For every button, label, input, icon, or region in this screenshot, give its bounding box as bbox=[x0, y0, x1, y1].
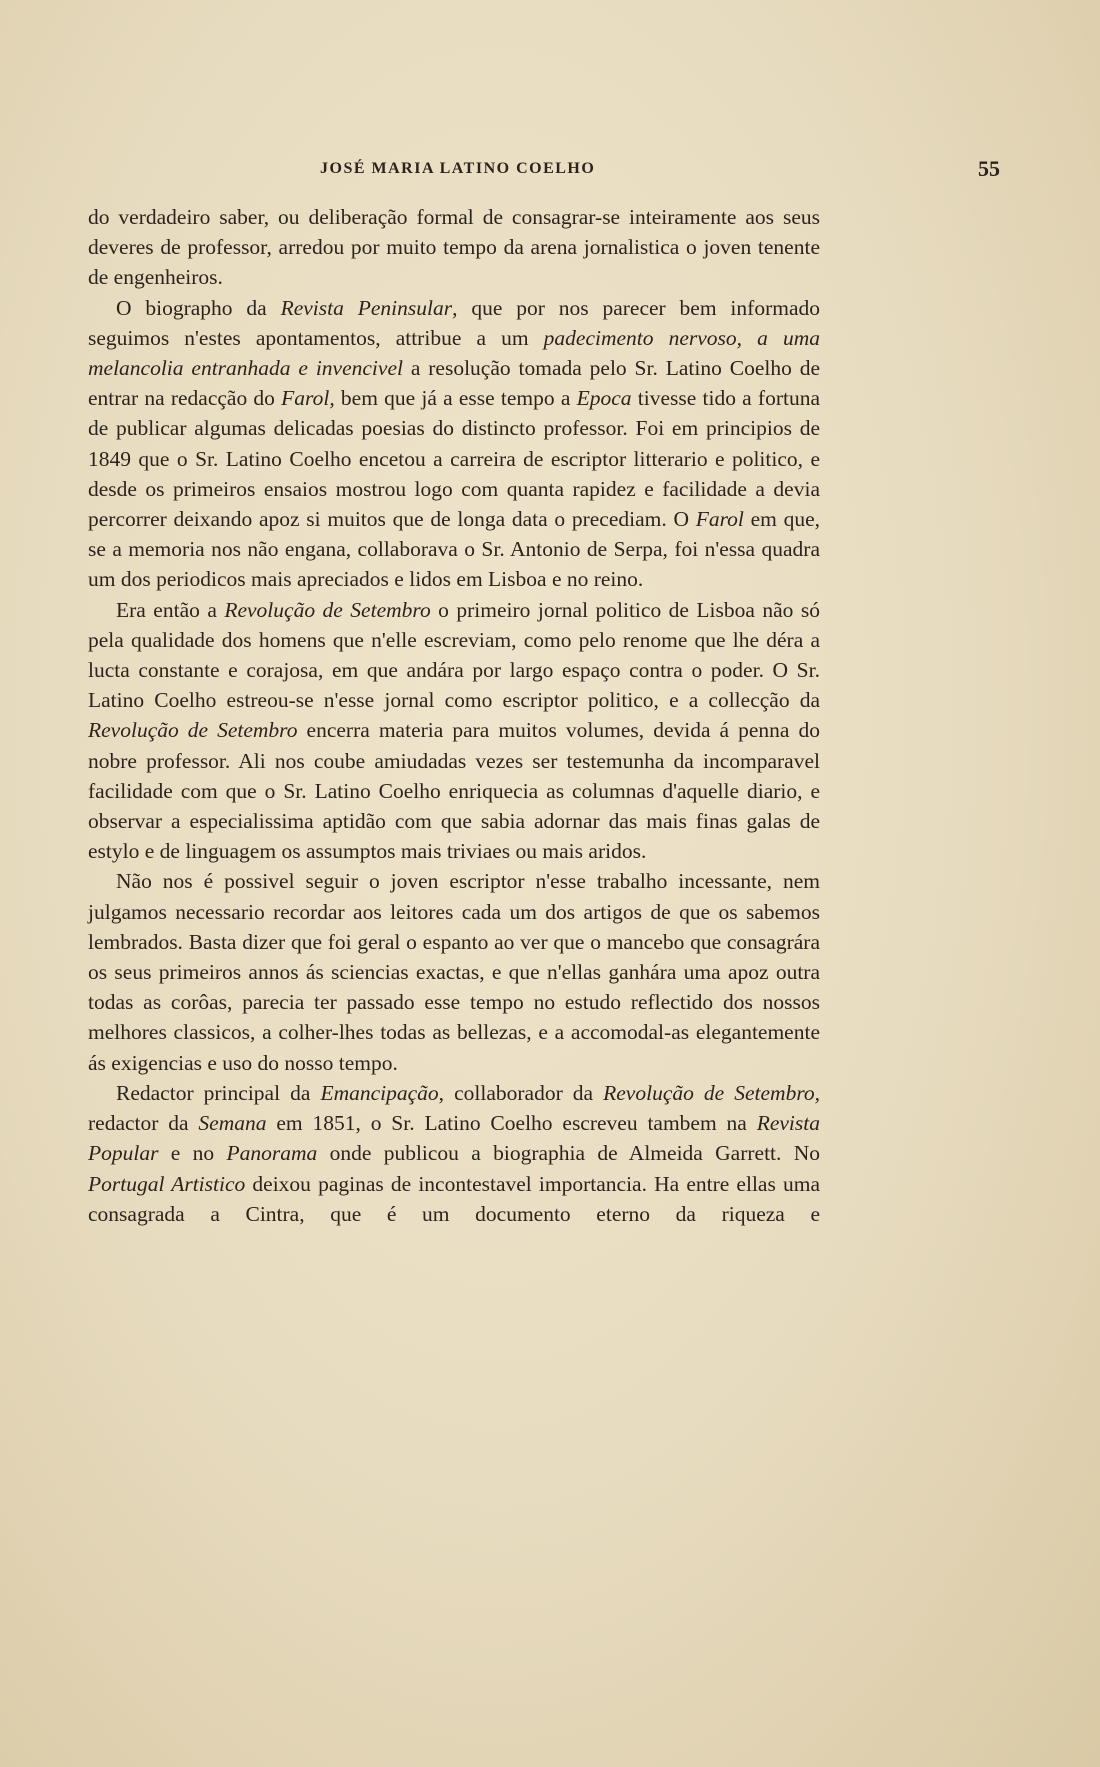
italic-text: Revista Peninsular bbox=[280, 295, 453, 320]
text-run: e no bbox=[158, 1141, 227, 1166]
text-run: Não nos é possivel seguir o joven escriptor n'esse trabalho incessante, nem julgamos necessario recordar aos leitores cada um dos artigos de que os sabemos lembrados. Basta dizer que foi geral o espanto ao ver que o mancebo que consagrára os seus primeiros annos ás sciencias exactas, e que n'ellas ganhára uma apoz outra todas as corôas, parecia ter passado esse tempo no estudo reflectido dos nossos melhores classicos, a colher-lhes todas as bellezas, e a accomodal-as elegantemente ás exigencias e uso do nosso tempo. bbox=[88, 869, 820, 1075]
body-text bbox=[88, 202, 820, 1229]
page-header bbox=[88, 156, 1000, 190]
italic-text: Semana bbox=[198, 1111, 267, 1136]
paragraph bbox=[88, 1078, 820, 1229]
italic-text: Farol bbox=[695, 507, 744, 532]
italic-text: Portugal Artistico bbox=[88, 1171, 246, 1196]
paragraph bbox=[88, 866, 820, 1077]
text-run: redactor da bbox=[88, 1111, 199, 1136]
text-run: , collaborador da bbox=[438, 1080, 604, 1105]
italic-text: padecimento nervoso, a uma melancolia entranhada e invencivel bbox=[88, 325, 820, 381]
text-run: tivesse tido a fortuna de publicar algumas delicadas poesias do distincto professor. Foi em principios de 1849 que o Sr. Latino Coelho encetou a carreira de escriptor litterario e politico, e desde os primeiros ensaios mostrou logo com quanta rapidez e facilidade a devia percorrer deixando apoz si muitos que de longa data o precediam. O bbox=[88, 386, 820, 532]
italic-text: Revolução de Setembro bbox=[88, 718, 298, 743]
italic-text: Panorama bbox=[226, 1141, 318, 1166]
italic-text: Epoca bbox=[576, 386, 632, 411]
italic-text: Revolução de Setembro, bbox=[603, 1080, 821, 1105]
text-run: Redactor principal da bbox=[116, 1080, 321, 1105]
italic-text: Revista Popular bbox=[88, 1111, 820, 1166]
text-run: a resolução tomada pelo Sr. Latino Coelho de entrar na redacção do bbox=[88, 356, 821, 411]
text-run: o primeiro jornal politico de Lisboa não só pela qualidade dos homens que n'elle escreviam, como pelo renome que lhe déra a lucta constante e corajosa, em que andára por largo espaço contra o poder. O Sr. Latino Coelho estreou-se n'esse jornal como escriptor politico, e a collecção da bbox=[88, 597, 821, 713]
paragraph bbox=[88, 202, 820, 293]
paragraph bbox=[88, 595, 820, 867]
text-run: encerra materia para muitos volumes, devida á penna do nobre professor. Ali nos coube amiudadas vezes ser testemunha da incomparavel facilidade com que o Sr. Latino Coelho enriquecia as columnas d'aquelle diario, e observar a especialissima aptidão com que sabia adornar das mais finas galas de estylo e de linguagem os assumptos mais triviaes ou mais aridos. bbox=[88, 718, 820, 864]
text-run: em 1851, o Sr. Latino Coelho escreveu tambem na bbox=[266, 1111, 757, 1136]
italic-text: Farol, bbox=[281, 386, 335, 411]
running-title: JOSÉ MARIA LATINO COELHO bbox=[320, 160, 596, 177]
text-run: do verdadeiro saber, ou deliberação formal de consagrar-se inteiramente aos seus deveres de professor, arredou por muito tempo da arena jornalistica o joven tenente de engenheiros. bbox=[88, 205, 820, 290]
text-run: , que por nos parecer bem informado seguimos n'estes apontamentos, attribue a um bbox=[88, 295, 820, 350]
text-run: deixou paginas de incontestavel importancia. Ha entre ellas uma consagrada a Cintra, que é um documento eterno da riqueza e bbox=[88, 1171, 820, 1226]
italic-text: Emancipação bbox=[320, 1080, 439, 1105]
page-number: 55 bbox=[978, 156, 1000, 181]
text-run: O biographo da bbox=[116, 295, 281, 320]
text-run: onde publicou a biographia de Almeida Garrett. No bbox=[317, 1141, 820, 1166]
text-run: Era então a bbox=[116, 597, 225, 622]
text-run: em que, se a memoria nos não engana, collaborava o Sr. Antonio de Serpa, foi n'essa quadra um dos periodicos mais apreciados e lidos em Lisboa e no reino. bbox=[88, 507, 820, 592]
paragraph bbox=[88, 293, 820, 595]
text-run: bem que já a esse tempo a bbox=[334, 386, 577, 411]
italic-text: Revolução de Setembro bbox=[224, 597, 431, 622]
